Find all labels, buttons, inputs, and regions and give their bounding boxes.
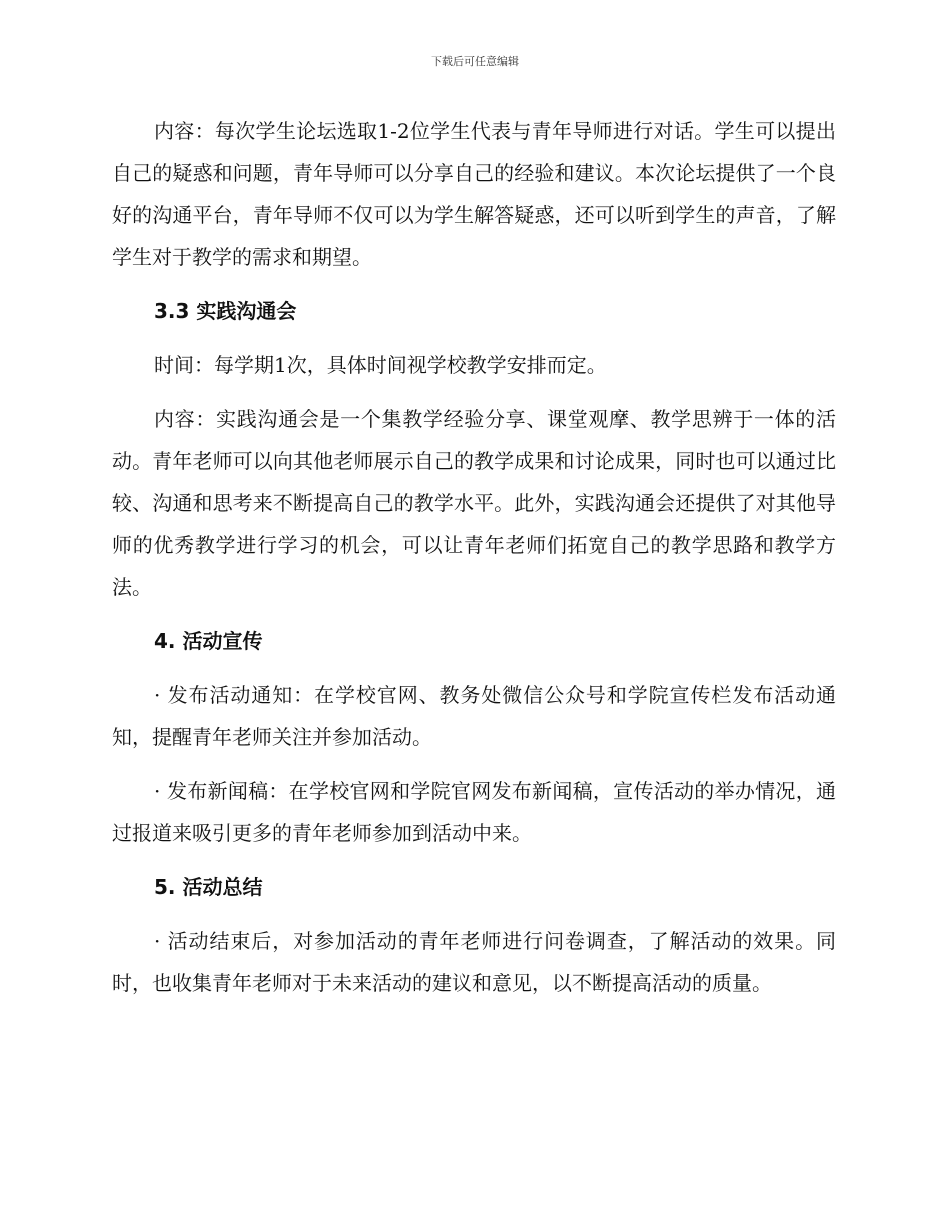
paragraph-meeting-content: 内容：实践沟通会是一个集教学经验分享、课堂观摩、教学思辨于一体的活动。青年老师可以向其他老师展示自己的教学成果和讨论成果，同时也可以通过比较、沟通和思考来不断提高自己的教学水平。此外，实践沟通会还提供了对其他导师的优秀教学进行学习的机会，可以让青年老师们拓宽自己的教学思路和教学方法。 <box>112 407 836 599</box>
section-heading-3-3: 3.3 实践沟通会 <box>154 299 297 323</box>
paragraph-publish-news: · 发布新闻稿：在学校官网和学院官网发布新闻稿，宣传活动的举办情况，通过报道来吸引更多的青年老师参加到活动中来。 <box>112 779 836 845</box>
paragraph-meeting-time: 时间：每学期1次，具体时间视学校教学安排而定。 <box>154 353 607 377</box>
paragraph-publish-notice: · 发布活动通知：在学校官网、教务处微信公众号和学院宣传栏发布活动通知，提醒青年老师关注并参加活动。 <box>112 683 836 749</box>
paragraph-forum-content: 内容：每次学生论坛选取1-2位学生代表与青年导师进行对话。学生可以提出自己的疑惑和问题，青年导师可以分享自己的经验和建议。本次论坛提供了一个良好的沟通平台，青年导师不仅可以为学生解答疑惑，还可以听到学生的声音，了解学生对于教学的需求和期望。 <box>112 119 836 269</box>
paragraph-summary: · 活动结束后，对参加活动的青年老师进行问卷调查，了解活动的效果。同时，也收集青年老师对于未来活动的建议和意见，以不断提高活动的质量。 <box>112 929 836 995</box>
page-header: 下载后可任意编辑 <box>431 55 519 68</box>
document-body <box>112 110 836 1016</box>
section-heading-5: 5. 活动总结 <box>154 875 263 899</box>
section-heading-4: 4. 活动宣传 <box>154 629 263 653</box>
